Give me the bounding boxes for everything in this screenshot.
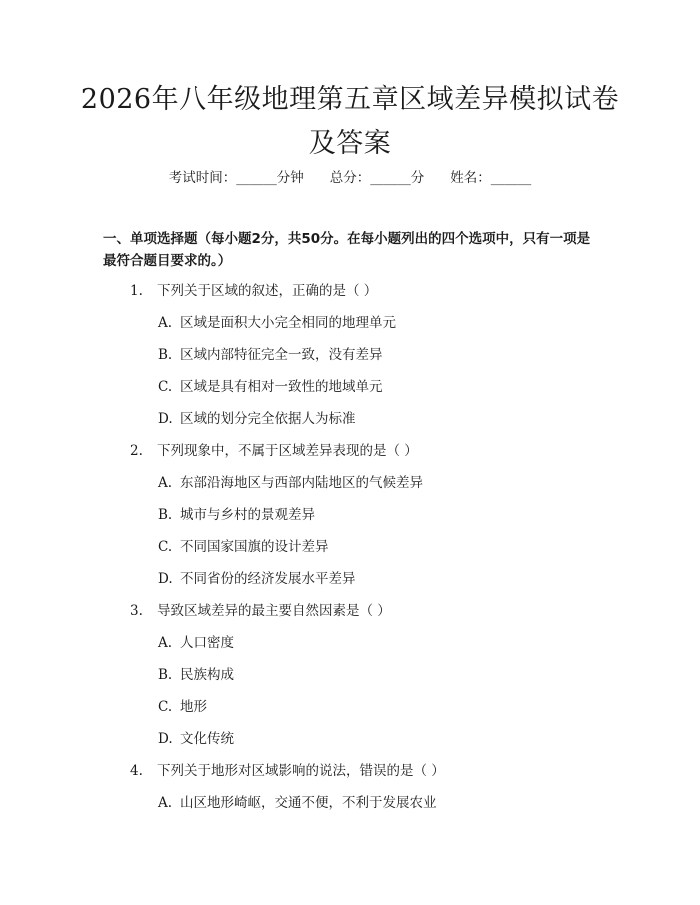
option-text: 区域内部特征完全一致，没有差异: [180, 347, 383, 363]
title-line-2: 及答案: [308, 128, 392, 159]
option-text: 文化传统: [180, 731, 234, 747]
option-letter: A.: [158, 635, 173, 651]
title-line-1: 2026年八年级地理第五章区域差异模拟试卷: [80, 84, 620, 115]
option-text: 人口密度: [180, 635, 234, 651]
option-3c: [158, 697, 207, 717]
question-4: [130, 761, 445, 781]
option-text: 区域的划分完全依据人为标准: [180, 411, 356, 427]
option-letter: A.: [158, 315, 173, 331]
option-letter: C.: [158, 539, 173, 555]
question-3: [130, 601, 391, 621]
option-3b: [158, 665, 234, 685]
option-letter: A.: [158, 795, 173, 811]
option-text: 民族构成: [180, 667, 234, 683]
option-letter: C.: [158, 379, 173, 395]
question-number: 2.: [130, 443, 143, 459]
option-1c: [158, 377, 383, 397]
option-3d: [158, 729, 234, 749]
question-number: 3.: [130, 603, 143, 619]
option-letter: D.: [158, 411, 173, 427]
option-letter: D.: [158, 571, 173, 587]
question-2: [130, 441, 418, 461]
option-text: 不同国家国旗的设计差异: [180, 539, 329, 555]
option-letter: B.: [158, 507, 173, 523]
option-1d: [158, 409, 356, 429]
exam-info: [0, 168, 700, 188]
question-number: 4.: [130, 763, 143, 779]
option-2c: [158, 537, 329, 557]
option-letter: B.: [158, 667, 173, 683]
option-letter: C.: [158, 699, 173, 715]
option-1b: [158, 345, 383, 365]
option-text: 地形: [180, 699, 207, 715]
option-4a: [158, 793, 437, 813]
option-letter: D.: [158, 731, 173, 747]
question-1: [130, 281, 377, 301]
option-letter: B.: [158, 347, 173, 363]
option-2b: [158, 505, 315, 525]
student-name: 姓名：______: [450, 170, 532, 186]
exam-time: 考试时间：______分钟: [168, 170, 304, 186]
question-text: 导致区域差异的最主要自然因素是（ ）: [157, 603, 391, 619]
option-text: 城市与乡村的景观差异: [180, 507, 315, 523]
option-text: 区域是面积大小完全相同的地理单元: [180, 315, 396, 331]
section-heading: 一、单项选择题（每小题2分，共50分。在每小题列出的四个选项中，只有一项是最符合题目要求的。）: [103, 231, 591, 269]
question-text: 下列关于地形对区域影响的说法，错误的是（ ）: [157, 763, 445, 779]
option-text: 区域是具有相对一致性的地域单元: [180, 379, 383, 395]
question-text: 下列关于区域的叙述，正确的是（ ）: [157, 283, 378, 299]
option-1a: [158, 313, 396, 333]
document-title: [0, 78, 700, 166]
total-score: 总分：______分: [329, 170, 425, 186]
option-2d: [158, 569, 356, 589]
option-2a: [158, 473, 423, 493]
option-text: 东部沿海地区与西部内陆地区的气候差异: [180, 475, 423, 491]
option-text: 山区地形崎岖，交通不便，不利于发展农业: [180, 795, 437, 811]
question-text: 下列现象中，不属于区域差异表现的是（ ）: [157, 443, 418, 459]
question-number: 1.: [130, 283, 143, 299]
option-letter: A.: [158, 475, 173, 491]
option-text: 不同省份的经济发展水平差异: [180, 571, 356, 587]
option-3a: [158, 633, 234, 653]
